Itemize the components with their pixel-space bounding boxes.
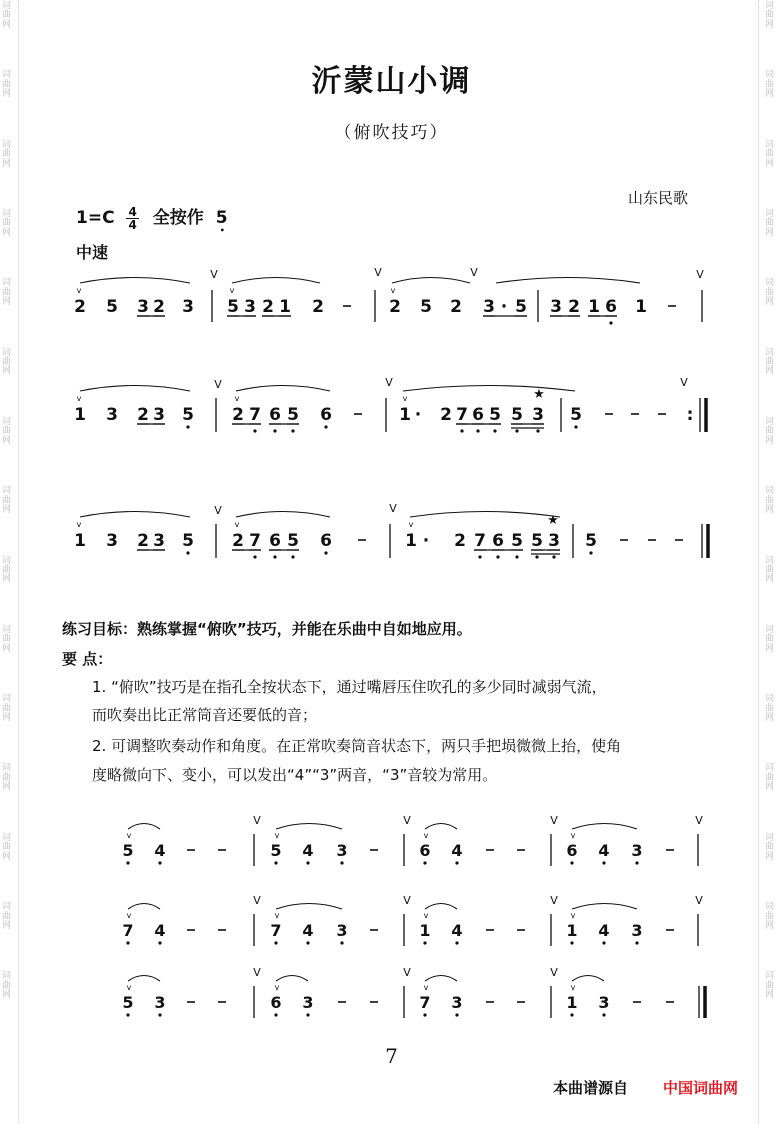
footer-source-label: 本曲谱源自 [553, 1079, 629, 1097]
note: 7 [122, 921, 134, 940]
note: 5 [489, 405, 501, 425]
note: 6 [320, 531, 332, 551]
low-octave-dot [455, 1013, 458, 1016]
note: 3 [302, 993, 314, 1012]
note: 5 [182, 531, 194, 551]
page-subtitle: （俯吹技巧） [334, 123, 449, 143]
slur [128, 904, 160, 910]
low-octave-dot [158, 1013, 161, 1016]
breath-mark: V [695, 894, 703, 907]
note: 5 [511, 405, 523, 425]
low-octave-dot [126, 861, 129, 864]
fingering-note: 5 • [215, 208, 228, 235]
slur [128, 976, 160, 982]
note: 3 [106, 405, 118, 425]
low-octave-dot [552, 555, 555, 558]
note: 5 [106, 297, 118, 317]
fu-chui-mark: v [76, 286, 82, 295]
note: 1 [399, 405, 411, 425]
low-octave-dot [186, 425, 189, 428]
note: 4 [302, 841, 314, 860]
left-watermark: 词 曲 网 词 曲 网 词 曲 网 词 曲 网 词 曲 网 词 曲 网 词 曲 网 词 曲 网 词 曲 网 词 曲 网 词 曲 网 词 曲 网 词 曲 网 词 曲 网 词 曲 网 [2, 1, 12, 1001]
note: 7 [249, 405, 261, 425]
slur [232, 278, 320, 284]
page-title: 沂蒙山小调 [311, 64, 472, 99]
breath-mark: V [403, 966, 411, 979]
note: 4 [154, 921, 166, 940]
note: 6 [270, 993, 282, 1012]
low-octave-dot [158, 941, 161, 944]
low-octave-dot [291, 555, 294, 558]
slur [236, 512, 330, 518]
fu-chui-mark: v [423, 911, 429, 920]
low-octave-dot [306, 1013, 309, 1016]
low-octave-dot [126, 941, 129, 944]
fu-chui-mark: v [570, 831, 576, 840]
low-octave-dot [253, 555, 256, 558]
note: 3 [182, 297, 194, 317]
note: 3 [244, 297, 256, 317]
note: 5 [515, 297, 527, 317]
breath-mark: V [550, 894, 558, 907]
star-mark: ★ [547, 513, 559, 528]
note: 7 [419, 993, 431, 1012]
slur [410, 512, 560, 518]
note: 5 [570, 405, 582, 425]
note: 5 [122, 993, 134, 1012]
point1-line2: 而吹奏出比正常筒音还要低的音； [92, 706, 318, 724]
note: 7 [249, 531, 261, 551]
breath-mark: V [214, 378, 222, 391]
breath-mark: V [253, 966, 261, 979]
breath-mark: V [403, 814, 411, 827]
breath-mark: V [403, 894, 411, 907]
slur [276, 976, 308, 982]
note: 4 [451, 841, 463, 860]
dot: · [500, 297, 508, 317]
low-octave-dot [274, 1013, 277, 1016]
note: 3 [598, 993, 610, 1012]
low-octave-dot [602, 1013, 605, 1016]
fu-chui-mark: v [274, 911, 280, 920]
note: 4 [598, 841, 610, 860]
fingering-label: 全按作 [152, 208, 204, 228]
slur [572, 904, 637, 910]
low-octave-dot [493, 429, 496, 432]
note: 2 [440, 405, 452, 425]
note: 3 [153, 531, 165, 551]
low-octave-dot [478, 555, 481, 558]
note: 3 [548, 531, 560, 551]
note: 3 [153, 405, 165, 425]
note: 1 [74, 405, 86, 425]
low-octave-dot [589, 551, 592, 554]
low-octave-dot [274, 941, 277, 944]
low-octave-dot [158, 861, 161, 864]
low-octave-dot [423, 861, 426, 864]
fu-chui-mark: v [76, 520, 82, 529]
breath-mark: V [470, 266, 478, 279]
low-octave-dot [574, 425, 577, 428]
low-octave-dot [306, 861, 309, 864]
score-exercise [0, 790, 783, 1030]
note: 2 [153, 297, 165, 317]
note: 5 [122, 841, 134, 860]
note: 5 [585, 531, 597, 551]
footer-brand[interactable]: 中国词曲网 [663, 1079, 739, 1097]
note: 1 [405, 531, 417, 551]
slur [403, 386, 575, 392]
low-octave-dot [570, 861, 573, 864]
score-main [0, 260, 783, 570]
low-octave-dot [570, 941, 573, 944]
note: 5 [531, 531, 543, 551]
key-signature [76, 203, 228, 235]
note: 5 [287, 531, 299, 551]
breath-mark: V [253, 894, 261, 907]
slur [80, 386, 190, 392]
low-octave-dot [570, 1013, 573, 1016]
time-bottom: 4 [128, 217, 137, 232]
tempo-mark: 中速 [76, 243, 109, 262]
note: 2 [389, 297, 401, 317]
fu-chui-mark: v [274, 831, 280, 840]
note: 6 [320, 405, 332, 425]
fu-chui-mark: v [423, 831, 429, 840]
low-octave-dot [423, 941, 426, 944]
fu-chui-mark: v [126, 831, 132, 840]
note: 1 [566, 993, 578, 1012]
low-octave-dot [291, 429, 294, 432]
low-octave-dot [602, 941, 605, 944]
low-octave-dot [324, 425, 327, 428]
fu-chui-mark: v [402, 394, 408, 403]
note: 2 [137, 531, 149, 551]
note: 5 [420, 297, 432, 317]
breath-mark: V [374, 266, 382, 279]
note: 4 [598, 921, 610, 940]
repeat-dots: : [686, 405, 694, 425]
slur [276, 824, 342, 830]
note: 2 [137, 405, 149, 425]
slur [392, 278, 470, 284]
point1-line1: 1. “俯吹”技巧是在指孔全按状态下，通过嘴唇压住吹孔的多少同时减弱气流， [92, 678, 607, 696]
note: 2 [568, 297, 580, 317]
note: 1 [588, 297, 600, 317]
low-octave-dot [515, 555, 518, 558]
time-top: 4 [128, 204, 137, 219]
note: 2 [262, 297, 274, 317]
breath-mark: V [550, 966, 558, 979]
point2-line2: 度略微向下、变小，可以发出“4”“3”两音，“3”音较为常用。 [92, 766, 498, 784]
fu-chui-mark: v [229, 286, 235, 295]
key-points-label: 要 点： [62, 650, 113, 668]
low-octave-dot [423, 1013, 426, 1016]
note: 7 [270, 921, 282, 940]
fu-chui-mark: v [570, 911, 576, 920]
breath-mark: V [253, 814, 261, 827]
low-octave-dot [536, 429, 539, 432]
note: 2 [232, 405, 244, 425]
note: 7 [474, 531, 486, 551]
fu-chui-mark: v [76, 394, 82, 403]
slur [128, 824, 160, 830]
note: 3 [550, 297, 562, 317]
right-watermark: 词 曲 网 词 曲 网 词 曲 网 词 曲 网 词 曲 网 词 曲 网 词 曲 网 词 曲 网 词 曲 网 词 曲 网 词 曲 网 词 曲 网 词 曲 网 词 曲 网 词 曲 网 [765, 1, 775, 1001]
fu-chui-mark: v [390, 286, 396, 295]
slur [425, 904, 457, 910]
breath-mark: V [550, 814, 558, 827]
breath-mark: V [385, 376, 393, 389]
note: 3 [154, 993, 166, 1012]
note: 2 [232, 531, 244, 551]
note: 3 [483, 297, 495, 317]
note: 3 [451, 993, 463, 1012]
fu-chui-mark: v [423, 983, 429, 992]
breath-mark: V [210, 268, 218, 281]
fu-chui-mark: v [570, 983, 576, 992]
practice-goal: 练习目标：熟练掌握“俯吹”技巧，并能在乐曲中自如地应用。 [62, 620, 472, 638]
low-octave-dot [496, 555, 499, 558]
breath-mark: V [680, 376, 688, 389]
note: 6 [269, 405, 281, 425]
low-octave-dot [455, 861, 458, 864]
note: 6 [419, 841, 431, 860]
low-octave-dot [476, 429, 479, 432]
note: 7 [456, 405, 468, 425]
dot: · [414, 405, 422, 425]
note: 4 [451, 921, 463, 940]
note: 3 [631, 841, 643, 860]
dot: · [422, 531, 430, 551]
time-signature [126, 206, 138, 231]
note: 3 [532, 405, 544, 425]
slur [80, 278, 190, 284]
fu-chui-mark: v [274, 983, 280, 992]
song-source: 山东民歌 [628, 189, 689, 207]
point2-line1: 2. 可调整吹奏动作和角度。在正常吹奏筒音状态下，两只手把埙微微上抬，使角 [92, 737, 622, 755]
note: 3 [336, 921, 348, 940]
low-octave-dot [273, 555, 276, 558]
low-octave-dot [324, 551, 327, 554]
slur [276, 904, 342, 910]
note: 1 [566, 921, 578, 940]
note: 2 [450, 297, 462, 317]
slur [425, 976, 457, 982]
note: 4 [302, 921, 314, 940]
note: 5 [287, 405, 299, 425]
note: 2 [312, 297, 324, 317]
slur [572, 824, 637, 830]
note: 1 [74, 531, 86, 551]
fu-chui-mark: v [126, 983, 132, 992]
breath-mark: V [389, 502, 397, 515]
fu-chui-mark: v [234, 394, 240, 403]
breath-mark: V [696, 268, 704, 281]
low-octave-dot [126, 1013, 129, 1016]
low-octave-dot [340, 941, 343, 944]
key-prefix: 1=C [76, 208, 115, 228]
low-octave-dot [602, 861, 605, 864]
low-octave-dot [455, 941, 458, 944]
note: 1 [419, 921, 431, 940]
note: 1 [635, 297, 647, 317]
slur [425, 824, 457, 830]
slur [80, 512, 190, 518]
note: 5 [511, 531, 523, 551]
low-octave-dot [253, 429, 256, 432]
note: 6 [605, 297, 617, 317]
note: 1 [279, 297, 291, 317]
note: 3 [137, 297, 149, 317]
fu-chui-mark: v [408, 520, 414, 529]
note: 6 [269, 531, 281, 551]
note: 6 [472, 405, 484, 425]
low-octave-dot [460, 429, 463, 432]
low-octave-dot [186, 551, 189, 554]
note: 2 [454, 531, 466, 551]
breath-mark: V [214, 504, 222, 517]
star-mark: ★ [533, 387, 545, 402]
low-octave-dot [635, 861, 638, 864]
slur [236, 386, 330, 392]
slur [572, 976, 604, 982]
note: 3 [336, 841, 348, 860]
note: 3 [631, 921, 643, 940]
low-octave-dot [635, 941, 638, 944]
note: 4 [154, 841, 166, 860]
fu-chui-mark: v [126, 911, 132, 920]
low-octave-dot [273, 429, 276, 432]
note: 3 [106, 531, 118, 551]
low-octave-dot [609, 321, 612, 324]
slur [496, 278, 640, 284]
low-octave-dot [340, 861, 343, 864]
note: 5 [182, 405, 194, 425]
low-octave-dot [535, 555, 538, 558]
page-number: 7 [385, 1044, 398, 1068]
low-octave-dot [274, 861, 277, 864]
fu-chui-mark: v [234, 520, 240, 529]
breath-mark: V [695, 814, 703, 827]
low-octave-dot [306, 941, 309, 944]
note: 6 [566, 841, 578, 860]
note: 5 [227, 297, 239, 317]
note: 2 [74, 297, 86, 317]
note: 5 [270, 841, 282, 860]
note: 6 [492, 531, 504, 551]
low-octave-dot [515, 429, 518, 432]
